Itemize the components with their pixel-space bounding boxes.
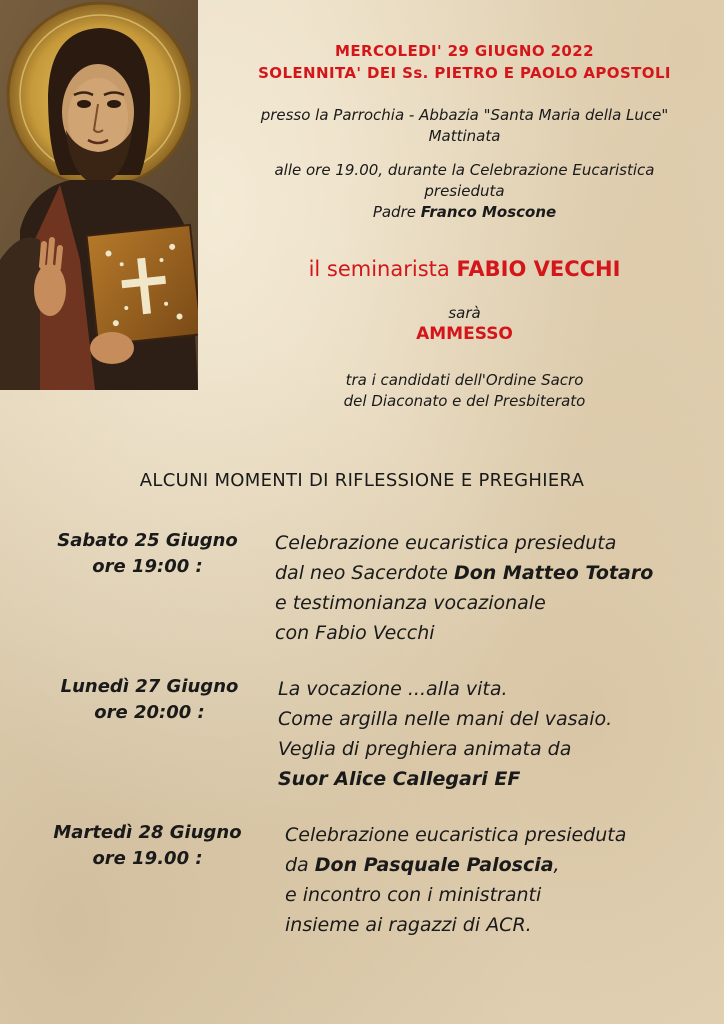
presider-prefix: Padre xyxy=(372,203,416,221)
animator-name: Suor Alice Callegari EF xyxy=(278,768,521,790)
event-line: Veglia di preghiera animata da xyxy=(278,738,572,760)
event-line: Celebrazione eucaristica presieduta xyxy=(285,824,627,846)
seminarist-line xyxy=(205,256,724,282)
event-time: ore 19.00 : xyxy=(92,848,203,869)
event-line: Come argilla nelle mani del vasaio. xyxy=(278,708,613,730)
event-description-1 xyxy=(275,528,653,648)
event-date-1 xyxy=(20,528,275,580)
place-line-1: presso la Parrochia - Abbazia "Santa Maria della Luce" xyxy=(260,106,669,124)
event-line: Celebrazione eucaristica presieduta xyxy=(275,532,617,554)
presider-line xyxy=(205,202,724,223)
celebration-block xyxy=(205,160,724,223)
event-line xyxy=(275,558,653,588)
sara-text: sarà xyxy=(448,304,481,322)
celebrant-name: Don Matteo Totaro xyxy=(453,562,654,584)
event-line: con Fabio Vecchi xyxy=(275,622,435,644)
candidates-line-1: tra i candidati dell'Ordine Sacro xyxy=(345,371,584,389)
event-line: e incontro con i ministranti xyxy=(285,884,542,906)
candidates-line-2: del Diaconato e del Presbiterato xyxy=(343,392,586,410)
event-line xyxy=(285,850,626,880)
celebrant-name: Don Pasquale Paloscia xyxy=(314,854,554,876)
event-time: ore 19:00 : xyxy=(92,556,203,577)
seminarist-name: FABIO VECCHI xyxy=(456,257,621,281)
place-line-2: Mattinata xyxy=(428,127,501,145)
announcement-date-block xyxy=(205,40,724,84)
event-line: La vocazione ...alla vita. xyxy=(278,678,508,700)
section-title: ALCUNI MOMENTI DI RIFLESSIONE E PREGHIERA xyxy=(139,470,585,491)
event-line-prefix: da xyxy=(285,854,309,876)
event-description-2 xyxy=(278,674,612,794)
ammesso-text: AMMESSO xyxy=(416,324,513,344)
candidates-block xyxy=(205,370,724,412)
presider-name: Franco Moscone xyxy=(420,203,557,221)
time-line-2: presieduta xyxy=(424,182,505,200)
event-date-3 xyxy=(20,820,275,872)
event-line-suffix: , xyxy=(553,854,560,876)
event-time: ore 20:00 : xyxy=(94,702,205,723)
event-date-2 xyxy=(22,674,277,726)
event-line: insieme ai ragazzi di ACR. xyxy=(285,914,532,936)
event-day: Lunedì 27 Giugno xyxy=(60,676,239,697)
christ-pantocrator-icon xyxy=(0,0,198,390)
solemnity-line: SOLENNITA' DEI Ss. PIETRO E PAOLO APOSTOLI xyxy=(258,64,671,82)
event-line-prefix: dal neo Sacerdote xyxy=(275,562,448,584)
time-line-1: alle ore 19.00, durante la Celebrazione Eucaristica xyxy=(274,161,655,179)
location-block xyxy=(205,105,724,147)
event-day: Martedì 28 Giugno xyxy=(53,822,242,843)
event-description-3 xyxy=(285,820,626,940)
event-line: e testimonianza vocazionale xyxy=(275,592,546,614)
seminarist-prefix: il seminarista xyxy=(308,257,450,281)
event-day: Sabato 25 Giugno xyxy=(57,530,238,551)
date-line: MERCOLEDI' 29 GIUGNO 2022 xyxy=(335,42,594,60)
